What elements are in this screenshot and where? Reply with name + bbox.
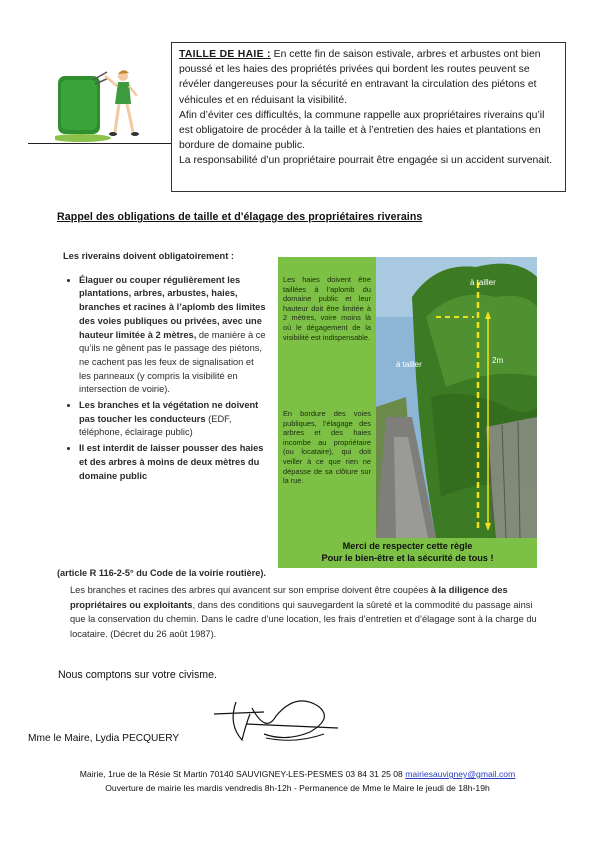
footer-email-link[interactable]: mairiesauvigney@gmail.com [405, 769, 516, 779]
photo-label-top: à tailler [470, 278, 496, 287]
signatory: Mme le Maire, Lydia PECQUERY [28, 733, 180, 744]
intro-paragraph-1: En cette fin de saison estivale, arbres et arbustes ont bien poussé et les haies des propriétés privées qui bordent les routes peuvent se révéler dangereuses pour la sécurité en entravant la circulation des piétons et véhicules et en réduisant la visibilité. [179, 49, 541, 106]
intro-paragraph-3: La responsabilité d’un propriétaire pourrait être engagée si un accident survenait. [179, 155, 553, 167]
intro-paragraph-2: Afin d’éviter ces difficultés, la commune rappelle aux propriétaires riverains qu’il est obligatoire de procéder à la taille et à l’entretien des haies et plantations en bordure de domaine public. [179, 109, 545, 152]
gardener-clipart [55, 66, 155, 144]
green-info-box [278, 257, 376, 538]
respect-banner [278, 538, 537, 568]
obligations-heading: Les riverains doivent obligatoirement : [63, 251, 234, 261]
green-text-1: Les haies doivent être taillées à l’aplomb du domaine public et leur hauteur doit être limitée à 2 mètres, voire moins là où le dégagement de la visibilité est indispensable. [283, 275, 371, 342]
photo-measure-label: 2m [492, 356, 504, 365]
obligation-item: • Les branches et la végétation ne doivent pas toucher les conducteurs (EDF, téléphone, éclairage public) [79, 399, 267, 440]
mayor-signature [206, 694, 346, 746]
branches-paragraph: Les branches et racines des arbres qui avancent sur son emprise doivent être coupées à la diligence des propriétaires ou exploitants, dans des conditions qui sauvegardent la sûreté et la commodité du passage ainsi que la conservation du chemin. Dans le cadre d’une location, les frais d’entretien et d’élagage sont à la charge du locataire. (Décret du 26 août 1987). [70, 585, 537, 639]
intro-title: TAILLE DE HAIE : [179, 49, 271, 60]
obligations-list [57, 250, 267, 485]
footer-hours: Ouverture de mairie les mardis vendredis 8h-12h - Permanence de Mme le Maire le jeudi de 18h-19h [105, 783, 490, 793]
article-reference: (article R 116-2-5° du Code de la voirie routière). [57, 568, 266, 578]
closing-text: Nous comptons sur votre civisme. [58, 669, 217, 681]
footer-address: Mairie, 1rue de la Résie St Martin 70140 SAUVIGNEY-LES-PESMES 03 84 31 25 08 mairiesauvigney@gmail.com [79, 769, 516, 779]
obligation-item: • Il est interdit de laisser pousser des haies et des arbres à moins de deux mètres du domaine public [79, 442, 267, 483]
banner-line-1: Merci de respecter cette règle [342, 541, 473, 551]
obligation-item: • Élaguer ou couper régulièrement les plantations, arbres, arbustes, haies, branches et racines à l’aplomb des limites des voies publiques ou privées, avec une hauteur limitée à 2 mètres, de manière à ce qu’ils ne gênent pas le passage des piétons, ne cachent pas les feux de signalisation et les panneaux (y compris la visibilité en intersection de voirie). [79, 274, 267, 397]
hedge-photo [376, 257, 537, 538]
green-text-2: En bordure des voies publiques, l’élagage des arbres et des haies incombe au propriétaire (ou locataire), qui doit veiller à ce que rien ne dépasse de sa clôture sur la rue. [283, 409, 371, 486]
photo-label-side: à tailler [396, 360, 422, 369]
banner-line-2: Pour le bien-être et la sécurité de tous ! [321, 552, 494, 563]
header-rule [28, 143, 171, 144]
intro-box [171, 42, 566, 192]
rappel-title: Rappel des obligations de taille et d'élagage des propriétaires riverains [57, 211, 423, 223]
